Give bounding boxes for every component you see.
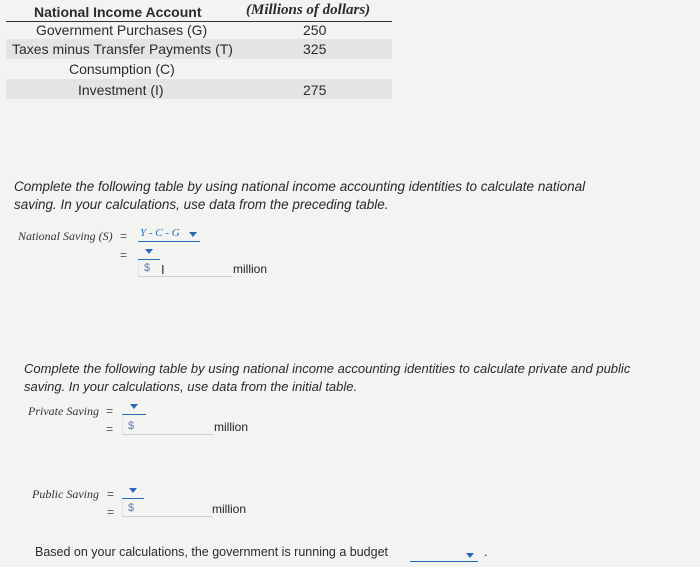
national-saving-label: National Saving (S)	[18, 229, 113, 243]
national-saving-unit: million	[233, 262, 268, 276]
equals-sign: =	[106, 404, 114, 418]
private-public-instruction: Complete the following table by using national income accounting identities to calculate private and public saving. In your calculations, use data from the initial table.	[24, 361, 631, 394]
public-formula-dropdown[interactable]	[122, 484, 144, 499]
row-value-investment: 275	[303, 82, 327, 98]
row-label-consumption: Consumption (C)	[69, 61, 175, 77]
chevron-down-icon	[145, 249, 153, 254]
national-saving-instruction: Complete the following table by using national income accounting identities to calculate national saving. In your calculations, use data from the preceding table.	[14, 179, 586, 212]
national-formula-dropdown[interactable]	[138, 227, 200, 242]
chevron-down-icon	[129, 488, 137, 493]
dollar-sign: $	[128, 502, 135, 514]
row-label-government-purchases: Government Purchases (G)	[36, 22, 208, 38]
equals-sign: =	[120, 248, 128, 262]
chevron-down-icon	[189, 232, 197, 237]
row-value-taxes: 325	[303, 41, 327, 57]
public-saving-unit: million	[212, 502, 247, 516]
private-saving-input[interactable]	[122, 418, 214, 435]
private-formula-dropdown[interactable]	[122, 400, 146, 415]
row-label-taxes: Taxes minus Transfer Payments (T)	[12, 41, 233, 57]
equals-sign: =	[120, 229, 128, 243]
table-header-account: National Income Account	[34, 4, 202, 20]
text-cursor-icon: I	[161, 262, 165, 277]
row-band-investment	[6, 79, 392, 99]
equals-sign: =	[107, 505, 115, 519]
private-saving-label: Private Saving	[28, 404, 99, 418]
row-label-investment: Investment (I)	[78, 82, 164, 98]
equals-sign: =	[106, 422, 114, 436]
chevron-down-icon	[466, 553, 474, 558]
row-value-government-purchases: 250	[303, 22, 327, 38]
private-saving-unit: million	[214, 420, 249, 434]
national-value-dropdown[interactable]	[138, 245, 160, 260]
dollar-sign: $	[128, 420, 135, 432]
equals-sign: =	[107, 487, 115, 501]
budget-period: .	[484, 545, 488, 559]
national-saving-input[interactable]	[138, 260, 232, 277]
national-formula-value: Y - C - G	[140, 227, 180, 239]
chevron-down-icon	[130, 404, 138, 409]
dollar-sign: $	[144, 262, 151, 274]
table-header-units: (Millions of dollars)	[246, 2, 371, 18]
budget-text: Based on your calculations, the government is running a budget	[35, 545, 389, 559]
budget-status-dropdown[interactable]	[410, 549, 478, 562]
public-saving-label: Public Saving	[32, 487, 99, 501]
public-saving-input[interactable]	[122, 500, 212, 517]
